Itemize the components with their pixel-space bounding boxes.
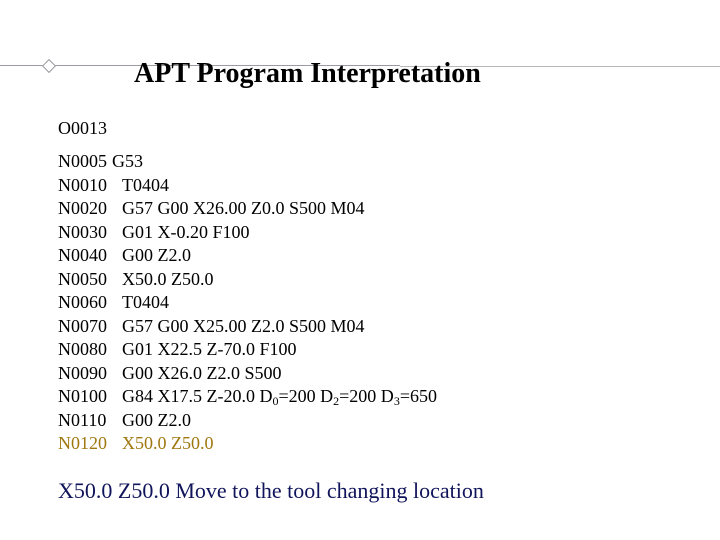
code-line bbox=[58, 174, 437, 198]
line-command: G53 bbox=[112, 151, 143, 171]
slide-title: APT Program Interpretation bbox=[134, 58, 481, 89]
code-listing bbox=[58, 150, 437, 456]
subscript: 2 bbox=[333, 394, 340, 408]
code-line bbox=[58, 385, 437, 409]
footer-explanation: X50.0 Z50.0 Move to the tool changing location bbox=[58, 478, 484, 503]
line-command: G01 X-0.20 F100 bbox=[122, 221, 250, 242]
line-number: N0005 bbox=[58, 151, 107, 171]
code-line bbox=[58, 244, 437, 268]
line-number: N0010 bbox=[58, 174, 107, 195]
code-line bbox=[58, 150, 437, 174]
line-number: N0040 bbox=[58, 245, 107, 265]
cmd-part: =200 D bbox=[278, 386, 334, 406]
subscript: 3 bbox=[393, 394, 400, 408]
line-number: N0110 bbox=[58, 409, 107, 430]
code-line bbox=[58, 268, 437, 292]
line-command: G00 Z2.0 bbox=[122, 409, 191, 430]
line-number: N0050 bbox=[58, 268, 107, 289]
subscript: 0 bbox=[272, 394, 279, 408]
line-command: G00 X26.0 Z2.0 S500 bbox=[122, 362, 282, 383]
line-number: N0060 bbox=[58, 292, 107, 312]
line-command: G57 G00 X26.00 Z0.0 S500 M04 bbox=[122, 198, 365, 218]
line-command: G00 Z2.0 bbox=[122, 245, 191, 265]
line-number: N0020 bbox=[58, 198, 107, 218]
cmd-part: =200 D bbox=[339, 386, 394, 406]
code-line bbox=[58, 362, 437, 386]
line-number: N0100 bbox=[58, 386, 107, 406]
code-line bbox=[58, 315, 437, 339]
line-number: N0070 bbox=[58, 315, 107, 336]
code-line bbox=[58, 221, 437, 245]
line-command: G57 G00 X25.00 Z2.0 S500 M04 bbox=[122, 315, 365, 336]
code-line bbox=[58, 291, 437, 315]
program-id: O0013 bbox=[58, 118, 107, 138]
code-line bbox=[58, 338, 437, 362]
line-number: N0090 bbox=[58, 362, 107, 383]
line-number: N0080 bbox=[58, 339, 107, 359]
line-command: X50.0 Z50.0 bbox=[122, 268, 214, 289]
cmd-part: =650 bbox=[399, 386, 437, 406]
line-number: N0030 bbox=[58, 221, 107, 242]
code-line-highlighted bbox=[58, 432, 437, 456]
line-command: T0404 bbox=[122, 292, 169, 312]
line-command: X50.0 Z50.0 bbox=[122, 433, 214, 453]
line-command: T0404 bbox=[122, 174, 169, 195]
cmd-part: G84 X17.5 Z-20.0 D bbox=[122, 386, 273, 406]
line-command: G01 X22.5 Z-70.0 F100 bbox=[122, 339, 297, 359]
line-number: N0120 bbox=[58, 433, 107, 453]
code-line bbox=[58, 197, 437, 221]
